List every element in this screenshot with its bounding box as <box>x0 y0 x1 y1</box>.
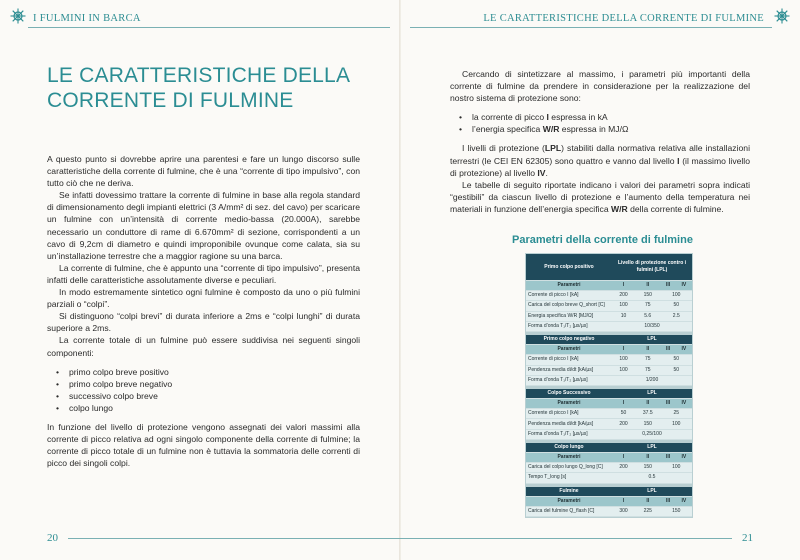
table-row: Corrente di picco I [kA] 100 75 50 <box>526 355 692 365</box>
table-row: Parametri I II III IV <box>526 345 692 355</box>
ship-wheel-icon <box>774 8 790 24</box>
footer-rule <box>400 538 732 539</box>
list-item: • colpo lungo <box>69 402 360 414</box>
running-head-right: LE CARATTERISTICHE DELLA CORRENTE DI FULMINE <box>483 13 764 24</box>
table-row: Parametri I II III IV <box>526 496 692 506</box>
lightning-parameters-table <box>525 253 693 518</box>
list-item: • successivo colpo breve <box>69 390 360 402</box>
table-row: Pendenza media di/dt [kA/µs] 100 75 50 <box>526 365 692 375</box>
table-row: Carica del fulmine Q_flash [C] 300 225 150 <box>526 506 692 516</box>
header-rule <box>410 27 772 28</box>
paragraph: Cercando di sintetizzare al massimo, i parametri più importanti della corrente di fulmine da prendere in considerazione per la realizzazione del nostro sistema di protezione sono: <box>450 69 750 104</box>
table-row: Colpo Successivo LPL <box>526 389 692 399</box>
table-row: Primo colpo positivo Livello di protezione contro i fulmini (LPL) <box>526 254 692 281</box>
table-title: Parametri della corrente di fulmine <box>512 234 693 246</box>
components-list <box>47 366 360 414</box>
list-item: • l’energia specifica W/R espressa in MJ/Ω <box>472 123 750 135</box>
left-body <box>47 153 360 469</box>
table-row: Tempo T_long [s] 0.5 <box>526 473 692 483</box>
ship-wheel-icon <box>10 8 26 24</box>
paragraph: A questo punto si dovrebbe aprire una parentesi e fare un lungo discorso sulle caratteristiche della corrente di fulmine, che è una “corrente di tipo impulsivo”, con tutto ciò che ne deriva. <box>47 154 360 189</box>
table-row: Energia specifica W/R [MJ/Ω] 10 5.6 2.5 <box>526 311 692 321</box>
table-row: Parametri I II III IV <box>526 281 692 291</box>
header-rule <box>28 27 390 28</box>
paragraph: Si distinguono “colpi brevi” di durata inferiore a 2ms e “colpi lunghi” di durata superiore a 2ms. <box>47 311 360 334</box>
paragraph: I livelli di protezione (LPL) stabiliti dalla normativa relativa alle installazioni terrestri (le CEI EN 62305) sono quattro e vanno dal livello I (il massimo livello di protezione) al livello IV. <box>450 143 751 178</box>
table-row: Forma d’onda T₁/T₂ [µs/µs] 1/200 <box>526 375 692 385</box>
table-row: Parametri I II III IV <box>526 453 692 463</box>
right-page <box>400 0 800 560</box>
paragraph: La corrente totale di un fulmine può essere suddivisa nei seguenti singoli componenti: <box>47 335 360 358</box>
page-number-left: 20 <box>47 532 58 544</box>
paragraph: In funzione del livello di protezione vengono assegnati dei valori massimi alla corrente di picco relativa ad ogni singolo componente della corrente di fulmine; la corrente di picco totale di un fulmine non è tuttavia la sommatoria delle correnti di picco dei singoli colpi. <box>47 421 360 469</box>
table-row: Carica del colpo lungo Q_long [C] 200 150 100 <box>526 463 692 473</box>
table-row: Fulmine LPL <box>526 487 692 497</box>
table-row: Primo colpo negativo LPL <box>526 335 692 345</box>
footer-rule <box>68 538 400 539</box>
page-number-right: 21 <box>742 532 753 544</box>
table-row: Corrente di picco I [kA] 200 150 100 <box>526 291 692 301</box>
title-line-2: CORRENTE DI FULMINE <box>47 89 294 112</box>
list-item: • primo colpo breve negativo <box>69 378 360 390</box>
paragraph: In modo estremamente sintetico ogni fulmine è composto da uno o più fulmini parziali o “colpi”. <box>47 287 360 310</box>
table-row: Carica del colpo breve Q_short [C] 100 75 50 <box>526 301 692 311</box>
list-item: • la corrente di picco I espressa in kA <box>472 111 750 123</box>
paragraph: Se infatti dovessimo trattare la corrente di fulmine in base alla regola standard di dimensionamento degli impianti elettrici (3 A/mm² di sez. del cavo) per scaricare un fulmine con un’intensità di corrente medio-bassa (20.000A), sarebbe necessario un conduttore di rame di 6.670mm² di sezione, corrispondenti a un cavo di 9,2cm di diametro e quindi improponibile ovunque come calata, sia su un’installazione terrestre che a maggior ragione su una barca. <box>47 190 360 261</box>
table-row: Corrente di picco I [kA] 50 37.5 25 <box>526 409 692 419</box>
paragraph: La corrente di fulmine, che è appunto una “corrente di tipo impulsivo”, presenta infatti delle caratteristiche assolutamente diverse e peculiari. <box>47 262 360 285</box>
table-row: Forma d’onda T₁/T₂ [µs/µs] 10/350 <box>526 321 692 331</box>
list-item: • primo colpo breve positivo <box>69 366 360 378</box>
table-row: Parametri I II III IV <box>526 399 692 409</box>
table-row: Pendenza media di/dt [kA/µs] 200 150 100 <box>526 419 692 429</box>
table-row: Forma d’onda T₁/T₂ [µs/µs] 0,25/100 <box>526 429 692 439</box>
running-head-left: I FULMINI IN BARCA <box>33 13 141 24</box>
paragraph: Le tabelle di seguito riportate indicano i valori dei parametri sopra indicati “gestibili” da ciascun livello di protezione e l’aumento della temperatura nei materiali in funzione dell’energia specifica W/R della corrente di fulmine. <box>450 179 750 214</box>
parameters-list <box>450 111 750 135</box>
right-body <box>450 68 750 215</box>
page-title <box>47 63 350 113</box>
title-line-1: LE CARATTERISTICHE DELLA <box>47 64 351 87</box>
table-row: Colpo lungo LPL <box>526 443 692 453</box>
